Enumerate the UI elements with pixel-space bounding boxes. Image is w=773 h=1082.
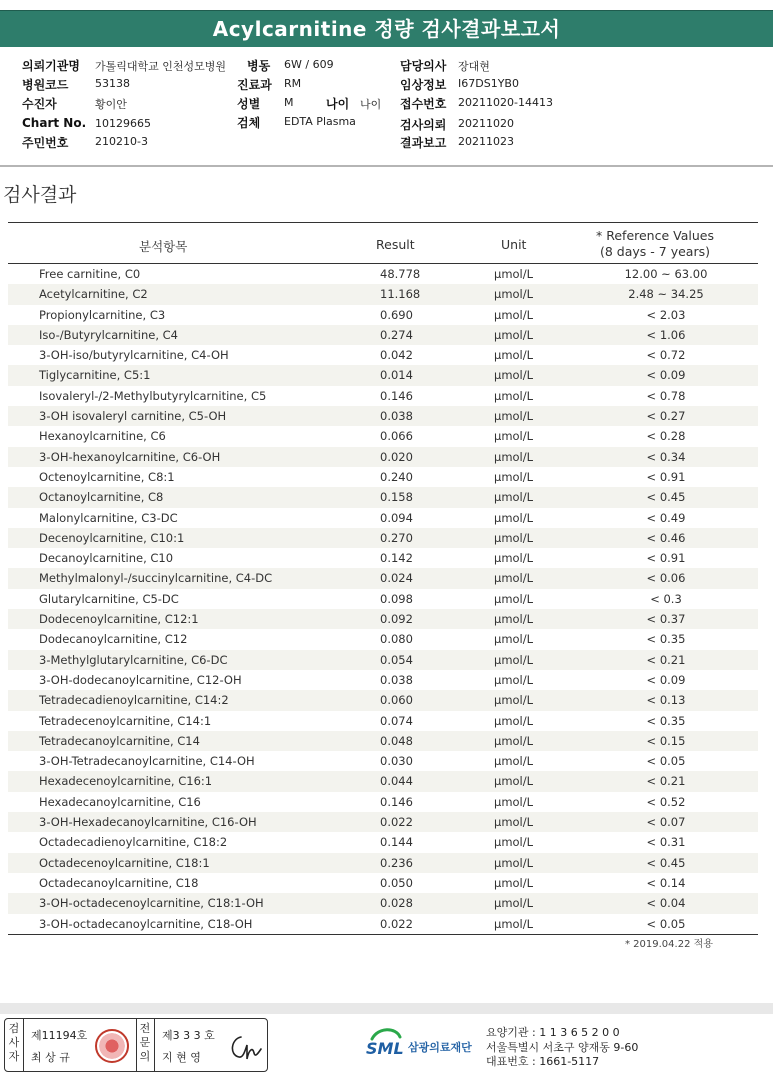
result-value: 0.274	[380, 327, 413, 342]
table-row	[8, 629, 758, 649]
result-value: 0.042	[380, 348, 413, 363]
result-value: 0.060	[380, 693, 413, 708]
reference-value: < 0.35	[646, 713, 686, 728]
table-row	[8, 609, 758, 629]
analyte-name: 3-Methylglutarylcarnitine, C6-DC	[39, 652, 228, 667]
unit-value: µmol/L	[494, 754, 534, 769]
analyte-name: Tetradecenoylcarnitine, C14:1	[39, 713, 212, 728]
analyte-name: Octenoylcarnitine, C8:1	[39, 469, 175, 484]
table-row	[8, 650, 758, 670]
table-row	[8, 305, 758, 325]
result-value: 0.048	[380, 733, 413, 748]
foundation-name: 삼광의료재단	[408, 1041, 472, 1054]
analyte-name: Propionylcarnitine, C3	[39, 307, 166, 322]
table-row	[8, 670, 758, 690]
unit-value: µmol/L	[494, 348, 534, 363]
reference-value: < 0.27	[646, 409, 686, 424]
reference-value: < 0.72	[646, 348, 686, 363]
result-value: 0.022	[380, 815, 413, 830]
unit-value: µmol/L	[494, 327, 534, 342]
ward-value: 6W / 609	[284, 58, 334, 71]
unit-value: µmol/L	[494, 774, 534, 789]
result-value: 0.038	[380, 409, 413, 424]
sex-label: 성별	[237, 97, 261, 111]
result-value: 0.022	[380, 916, 413, 931]
reference-value: < 0.06	[646, 571, 686, 586]
table-row	[8, 528, 758, 548]
reference-value: 2.48 ~ 34.25	[628, 287, 704, 302]
care-institution-code: 요양기관 : 1 1 3 6 5 2 0 0	[486, 1026, 620, 1039]
result-value: 0.030	[380, 754, 413, 769]
ward-label: 병동	[247, 59, 271, 73]
age-label: 나이	[326, 97, 350, 111]
reference-value: < 0.45	[646, 490, 686, 505]
resident-id-value: 210210-3	[95, 135, 148, 148]
table-row	[8, 406, 758, 426]
examiner-vertical-label: 검사자	[8, 1022, 20, 1063]
analyte-name: 3-OH-octadecanoylcarnitine, C18-OH	[39, 916, 253, 931]
table-row	[8, 325, 758, 345]
table-row	[8, 751, 758, 771]
analyte-name: Hexadecenoylcarnitine, C16:1	[39, 774, 213, 789]
institution-value: 가톨릭대학교 인천성모병원	[95, 60, 227, 73]
chart-number-label: Chart No.	[22, 116, 87, 130]
unit-value: µmol/L	[494, 530, 534, 545]
specimen-label: 검체	[237, 116, 261, 130]
table-row	[8, 731, 758, 751]
unit-value: µmol/L	[494, 571, 534, 586]
table-row	[8, 589, 758, 609]
sex-value: M	[284, 96, 294, 109]
result-value: 0.092	[380, 612, 413, 627]
result-column-header: Result	[376, 237, 415, 252]
analyte-name: Octanoylcarnitine, C8	[39, 490, 164, 505]
reference-value: < 0.05	[646, 916, 686, 931]
table-row	[8, 914, 758, 934]
reference-value: < 0.13	[646, 693, 686, 708]
unit-value: µmol/L	[494, 612, 534, 627]
report-title-bar	[0, 10, 773, 47]
table-row	[8, 792, 758, 812]
reference-value: < 0.28	[646, 429, 686, 444]
reference-value: < 0.07	[646, 815, 686, 830]
recipient-label: 수진자	[22, 97, 57, 111]
table-row	[8, 365, 758, 385]
request-date-label: 검사의뢰	[400, 118, 447, 132]
institution-address: 서울특별시 서초구 양재동 9-60	[486, 1040, 639, 1054]
examiner-license: 제11194호	[31, 1029, 88, 1042]
results-table	[8, 222, 758, 935]
analyte-name: Methylmalonyl-/succinylcarnitine, C4-DC	[39, 571, 273, 586]
unit-value: µmol/L	[494, 693, 534, 708]
signature-divider	[23, 1019, 24, 1071]
analyte-name: 3-OH-iso/butyrylcarnitine, C4-OH	[39, 348, 229, 363]
patient-info-block	[0, 55, 773, 167]
unit-value: µmol/L	[494, 469, 534, 484]
table-row	[8, 893, 758, 913]
examiner-name: 최 상 규	[31, 1051, 70, 1064]
department-value: RM	[284, 77, 302, 90]
result-value: 48.778	[380, 267, 421, 281]
chart-number-value: 10129665	[95, 117, 151, 130]
table-row	[8, 508, 758, 528]
result-value: 0.050	[380, 875, 413, 890]
results-table-body	[8, 264, 758, 934]
unit-value: µmol/L	[494, 896, 534, 911]
result-value: 0.098	[380, 591, 413, 606]
analyte-name: Octadecanoylcarnitine, C18	[39, 875, 199, 890]
table-row	[8, 284, 758, 304]
specimen-value: EDTA Plasma	[284, 115, 356, 128]
doctor-value: 장대현	[458, 60, 490, 73]
hospital-code-value: 53138	[95, 77, 130, 90]
unit-value: µmol/L	[494, 267, 534, 281]
unit-value: µmol/L	[494, 855, 534, 870]
reference-value: < 0.14	[646, 875, 686, 890]
analyte-name: Glutarylcarnitine, C5-DC	[39, 591, 179, 606]
reference-age-range: (8 days - 7 years)	[600, 244, 710, 259]
receipt-number-value: 20211020-14413	[458, 96, 553, 109]
analyte-name: Free carnitine, C0	[39, 267, 141, 281]
result-value: 0.066	[380, 429, 413, 444]
logo-text: SML	[366, 1039, 404, 1058]
receipt-number-label: 접수번호	[400, 97, 447, 111]
signature-divider	[154, 1019, 155, 1071]
table-row	[8, 467, 758, 487]
reference-value: < 0.09	[646, 368, 686, 383]
unit-column-header: Unit	[501, 237, 527, 252]
request-date-value: 20211020	[458, 117, 514, 130]
reference-column-header: * Reference Values	[596, 228, 714, 243]
analyte-name: Acetylcarnitine, C2	[39, 287, 148, 302]
result-value: 0.240	[380, 469, 413, 484]
unit-value: µmol/L	[494, 490, 534, 505]
result-value: 0.054	[380, 652, 413, 667]
table-row	[8, 812, 758, 832]
table-row	[8, 711, 758, 731]
report-date-value: 20211023	[458, 135, 514, 148]
reference-value: < 0.37	[646, 612, 686, 627]
hospital-code-label: 병원코드	[22, 78, 69, 92]
result-value: 0.038	[380, 672, 413, 687]
report-title: Acylcarnitine 정량 검사결과보고서	[212, 17, 561, 41]
analyte-name: Decanoylcarnitine, C10	[39, 551, 174, 566]
table-row	[8, 447, 758, 467]
reference-value: < 0.21	[646, 774, 686, 789]
analyte-name: Hexadecanoylcarnitine, C16	[39, 794, 201, 809]
results-table-header	[8, 222, 758, 264]
signature-divider	[136, 1019, 137, 1071]
reference-value: < 0.15	[646, 733, 686, 748]
analyte-name: Dodecanoylcarnitine, C12	[39, 632, 188, 647]
result-value: 0.080	[380, 632, 413, 647]
unit-value: µmol/L	[494, 510, 534, 525]
result-value: 0.142	[380, 551, 413, 566]
reference-value: < 0.49	[646, 510, 686, 525]
reference-value: < 0.21	[646, 652, 686, 667]
analyte-name: Malonylcarnitine, C3-DC	[39, 510, 178, 525]
analyte-name: Hexanoylcarnitine, C6	[39, 429, 166, 444]
reference-value: < 0.31	[646, 835, 686, 850]
result-value: 11.168	[380, 287, 421, 302]
clinical-info-value: I67DS1YB0	[458, 77, 519, 90]
reference-value: < 1.06	[646, 327, 686, 342]
analyte-name: Dodecenoylcarnitine, C12:1	[39, 612, 199, 627]
reference-value: < 0.09	[646, 672, 686, 687]
red-seal-icon	[95, 1029, 129, 1063]
unit-value: µmol/L	[494, 652, 534, 667]
result-value: 0.028	[380, 896, 413, 911]
unit-value: µmol/L	[494, 429, 534, 444]
unit-value: µmol/L	[494, 733, 534, 748]
unit-value: µmol/L	[494, 409, 534, 424]
analyte-name: Decenoylcarnitine, C10:1	[39, 530, 185, 545]
unit-value: µmol/L	[494, 287, 534, 302]
reference-value: < 2.03	[646, 307, 686, 322]
reference-applied-note: * 2019.04.22 적용	[625, 939, 713, 950]
unit-value: µmol/L	[494, 368, 534, 383]
unit-value: µmol/L	[494, 835, 534, 850]
unit-value: µmol/L	[494, 551, 534, 566]
table-row	[8, 487, 758, 507]
result-value: 0.690	[380, 307, 413, 322]
unit-value: µmol/L	[494, 449, 534, 464]
table-row	[8, 548, 758, 568]
table-row	[8, 690, 758, 710]
table-row	[8, 345, 758, 365]
result-value: 0.094	[380, 510, 413, 525]
analyte-name: Isovaleryl-/2-Methylbutyrylcarnitine, C5	[39, 388, 267, 403]
unit-value: µmol/L	[494, 591, 534, 606]
result-value: 0.014	[380, 368, 413, 383]
result-value: 0.146	[380, 794, 413, 809]
reference-value: < 0.3	[650, 591, 682, 606]
analyte-name: Iso-/Butyrylcarnitine, C4	[39, 327, 178, 342]
analyte-name: Tetradecadienoylcarnitine, C14:2	[39, 693, 229, 708]
result-value: 0.020	[380, 449, 413, 464]
table-row	[8, 426, 758, 446]
table-row	[8, 568, 758, 588]
handwritten-signature-icon	[227, 1031, 263, 1063]
analyte-name: 3-OH-octadecenoylcarnitine, C18:1-OH	[39, 896, 264, 911]
institution-phone: 대표번호 : 1661-5117	[486, 1055, 600, 1068]
result-value: 0.074	[380, 713, 413, 728]
recipient-value: 황이안	[95, 98, 127, 111]
reference-value: 12.00 ~ 63.00	[624, 267, 708, 281]
unit-value: µmol/L	[494, 916, 534, 931]
footer-band	[0, 1003, 773, 1014]
clinical-info-label: 임상정보	[400, 78, 447, 92]
result-value: 0.144	[380, 835, 413, 850]
age-value: 나이	[360, 98, 382, 111]
table-row	[8, 386, 758, 406]
reference-value: < 0.34	[646, 449, 686, 464]
analyte-name: 3-OH-Tetradecanoylcarnitine, C14-OH	[39, 754, 255, 769]
unit-value: µmol/L	[494, 815, 534, 830]
result-value: 0.158	[380, 490, 413, 505]
reference-value: < 0.78	[646, 388, 686, 403]
analyte-name: 3-OH isovaleryl carnitine, C5-OH	[39, 409, 227, 424]
signature-box	[4, 1018, 268, 1072]
specialist-vertical-label: 전문의	[139, 1022, 151, 1063]
analyte-name: 3-OH-Hexadecanoylcarnitine, C16-OH	[39, 815, 257, 830]
table-row	[8, 873, 758, 893]
specialist-name: 지 현 영	[162, 1051, 201, 1064]
analyte-column-header: 분석항목	[139, 239, 188, 254]
unit-value: µmol/L	[494, 794, 534, 809]
report-date-label: 결과보고	[400, 136, 447, 150]
result-value: 0.270	[380, 530, 413, 545]
analyte-name: 3-OH-hexanoylcarnitine, C6-OH	[39, 449, 221, 464]
reference-value: < 0.46	[646, 530, 686, 545]
analyte-name: Octadecenoylcarnitine, C18:1	[39, 855, 210, 870]
doctor-label: 담당의사	[400, 59, 447, 73]
analyte-name: Octadecadienoylcarnitine, C18:2	[39, 835, 228, 850]
analyte-name: Tetradecanoylcarnitine, C14	[39, 733, 200, 748]
institution-label: 의뢰기관명	[22, 59, 80, 73]
result-value: 0.236	[380, 855, 413, 870]
analyte-name: Tiglycarnitine, C5:1	[39, 368, 151, 383]
info-divider	[0, 165, 773, 167]
unit-value: µmol/L	[494, 307, 534, 322]
table-row	[8, 853, 758, 873]
reference-value: < 0.45	[646, 855, 686, 870]
unit-value: µmol/L	[494, 672, 534, 687]
reference-value: < 0.91	[646, 469, 686, 484]
analyte-name: 3-OH-dodecanoylcarnitine, C12-OH	[39, 672, 242, 687]
table-row	[8, 832, 758, 852]
result-value: 0.044	[380, 774, 413, 789]
table-row	[8, 264, 758, 284]
reference-value: < 0.04	[646, 896, 686, 911]
table-row	[8, 771, 758, 791]
results-section-title: 검사결과	[3, 184, 77, 206]
unit-value: µmol/L	[494, 875, 534, 890]
unit-value: µmol/L	[494, 388, 534, 403]
unit-value: µmol/L	[494, 632, 534, 647]
reference-value: < 0.05	[646, 754, 686, 769]
reference-value: < 0.35	[646, 632, 686, 647]
reference-value: < 0.91	[646, 551, 686, 566]
resident-id-label: 주민번호	[22, 136, 69, 150]
result-value: 0.024	[380, 571, 413, 586]
reference-value: < 0.52	[646, 794, 686, 809]
institution-contact	[486, 1026, 638, 1070]
department-label: 진료과	[237, 78, 272, 92]
specialist-license: 제3 3 3 호	[162, 1029, 215, 1042]
result-value: 0.146	[380, 388, 413, 403]
unit-value: µmol/L	[494, 713, 534, 728]
